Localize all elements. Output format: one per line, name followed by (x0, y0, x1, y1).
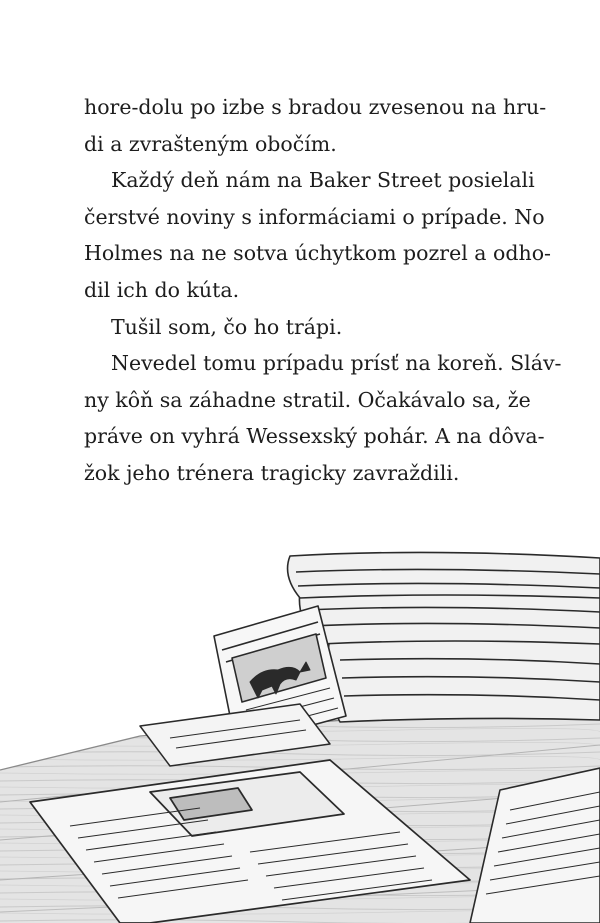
text-line: hore-dolu po izbe s bradou zvesenou na hru- (84, 95, 547, 119)
text-line: žok jeho trénera tragicky zavraždili. (84, 460, 460, 485)
text-line: čerstvé noviny s informáciami o prípade. No (84, 204, 545, 229)
text-line: dil ich do kúta. (84, 277, 240, 302)
text-line: Holmes na ne sotva úchytkom pozrel a odho- (84, 241, 551, 266)
text-line: Tušil som, čo ho trápi. (111, 314, 343, 339)
body-text (84, 89, 562, 492)
text-line: di a zvrašteným obočím. (84, 131, 337, 156)
text-line: ny kôň sa záhadne stratil. Očakávalo sa, že (84, 387, 531, 412)
text-line: Nevedel tomu prípadu prísť na koreň. Sláv- (111, 351, 562, 376)
text-line: Každý deň nám na Baker Street posielali (111, 168, 535, 193)
newspapers-illustration-icon (0, 540, 600, 923)
text-line: práve on vyhrá Wessexský pohár. A na dôva- (84, 424, 545, 449)
